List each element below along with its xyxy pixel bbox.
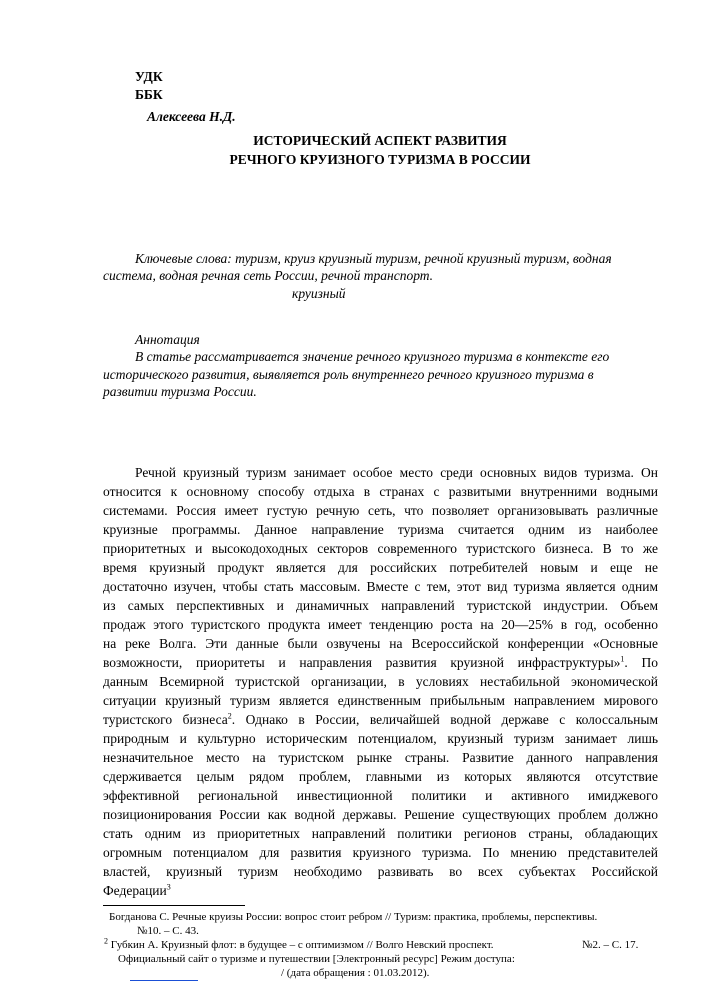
keywords-line1: Ключевые слова: туризм, круиз круизный туризм, речной круизный туризм, водная bbox=[135, 251, 612, 266]
footnote-2-mark: 2 bbox=[104, 936, 108, 946]
annotation-heading: Аннотация bbox=[135, 332, 200, 347]
body-line-text: . По bbox=[624, 655, 658, 670]
footnote-1-line2: №10. – С. 43. bbox=[137, 925, 199, 937]
footnote-3-line2: / (дата обращения : 01.03.2012). bbox=[281, 967, 430, 979]
udk-label: УДК bbox=[135, 69, 163, 84]
bbk-label: ББК bbox=[135, 87, 163, 102]
body-line: сдерживается целым рядом проблем, главными из которых являются отсутствие bbox=[103, 769, 658, 784]
footnote-1-line1: Богданова С. Речные круизы России: вопрос стоит ребром // Туризм: практика, проблемы, перспективы. bbox=[109, 911, 598, 923]
article-title-line1: ИСТОРИЧЕСКИЙ АСПЕКТ РАЗВИТИЯ bbox=[253, 133, 507, 148]
article-title-line2: РЕЧНОГО КРУИЗНОГО ТУРИЗМА В РОССИИ bbox=[229, 152, 531, 167]
footnote-2 bbox=[104, 938, 494, 952]
footnote-ref-1: 1 bbox=[620, 654, 625, 664]
body-line: относится к основному способу отдыха в странах с развитыми внутренними водными bbox=[103, 484, 658, 499]
body-line bbox=[103, 653, 658, 672]
body-line bbox=[103, 881, 658, 900]
footnote-3-line1: Официальный сайт о туризме и путешествии [Электронный ресурс] Режим доступа: bbox=[118, 953, 515, 965]
body-line: время круизный продукт является для российских потребителей новым и еще не bbox=[103, 560, 658, 575]
body-line: продаж этого туристского продукта имеет тенденцию роста на 20—25% в год, особенно bbox=[103, 617, 658, 632]
body-line: системами. Россия имеет густую речную сеть, что позволяет организовывать различные bbox=[103, 503, 658, 518]
body-line-text: Федерации bbox=[103, 883, 167, 898]
body-line: властей, круизный туризм необходимо развивать во всех субъектах Российской bbox=[103, 864, 658, 879]
annotation-line2: исторического развития, выявляется роль внутреннего речного круизного туризма в bbox=[103, 367, 594, 382]
body-line: приоритетных и высокодоходных секторов современного туристского бизнеса. В то же bbox=[103, 541, 658, 556]
body-line: природным и культурно историческим потенциалом, круизный туризм занимает лишь bbox=[103, 731, 658, 746]
body-line: круизные программы. Данное направление туризма считается одним из наиболее bbox=[103, 522, 658, 537]
body-line: огромным потенциалом для развития круизного туризма. По мнению представителей bbox=[103, 845, 658, 860]
body-line: из самых перспективных и динамичных направлений туристской индустрии. Объем bbox=[103, 598, 658, 613]
footnote-separator bbox=[103, 905, 245, 906]
body-line-text: . Однако в России, величайшей водной державе с колоссальным bbox=[231, 712, 658, 727]
body-line-text: туристского бизнеса bbox=[103, 712, 228, 727]
body-line: позиционирования России как водной державы. Решение существующих проблем должно bbox=[103, 807, 658, 822]
footnote-ref-2: 2 bbox=[227, 711, 232, 721]
keywords-line3: круизный bbox=[292, 286, 346, 301]
author-name: Алексеева Н.Д. bbox=[147, 109, 236, 124]
annotation-line1: В статье рассматривается значение речного круизного туризма в контексте его bbox=[135, 349, 610, 364]
body-line: Речной круизный туризм занимает особое место среди основных видов туризма. Он bbox=[135, 465, 658, 480]
body-line: стать одним из приоритетных направлений политики регионов страны, обладающих bbox=[103, 826, 658, 841]
keywords-line2: система, водная речная сеть России, речной транспорт. bbox=[103, 268, 434, 283]
body-line bbox=[103, 710, 658, 729]
body-line: достаточно изучен, чтобы стать массовым. Вместе с тем, этот вид туризма является одним bbox=[103, 579, 658, 594]
footnote-3-link[interactable] bbox=[130, 980, 198, 981]
footnote-ref-3: 3 bbox=[166, 882, 171, 892]
body-line: незначительное место на туристском рынке страны. Развитие данного направления bbox=[103, 750, 658, 765]
footnote-2-end: №2. – С. 17. bbox=[582, 939, 639, 951]
body-line: эффективной региональной инвестиционной политики и активного имиджевого bbox=[103, 788, 658, 803]
body-line: на реке Волга. Эти данные были озвучены на Всероссийской конференции «Основные bbox=[103, 636, 658, 651]
footnote-2-text: Губкин А. Круизный флот: в будущее – с оптимизмом // Волго Невский проспект. bbox=[110, 939, 494, 951]
body-line: данным Всемирной туристской организации, в условиях нестабильной экономической bbox=[103, 674, 658, 689]
body-line-text: возможности, приоритеты и направления развития круизной инфраструктуры» bbox=[103, 655, 621, 670]
body-line: ситуации круизный туризм является единственным прибыльным направлением мирового bbox=[103, 693, 658, 708]
annotation-line3: развитии туризма России. bbox=[103, 384, 257, 399]
